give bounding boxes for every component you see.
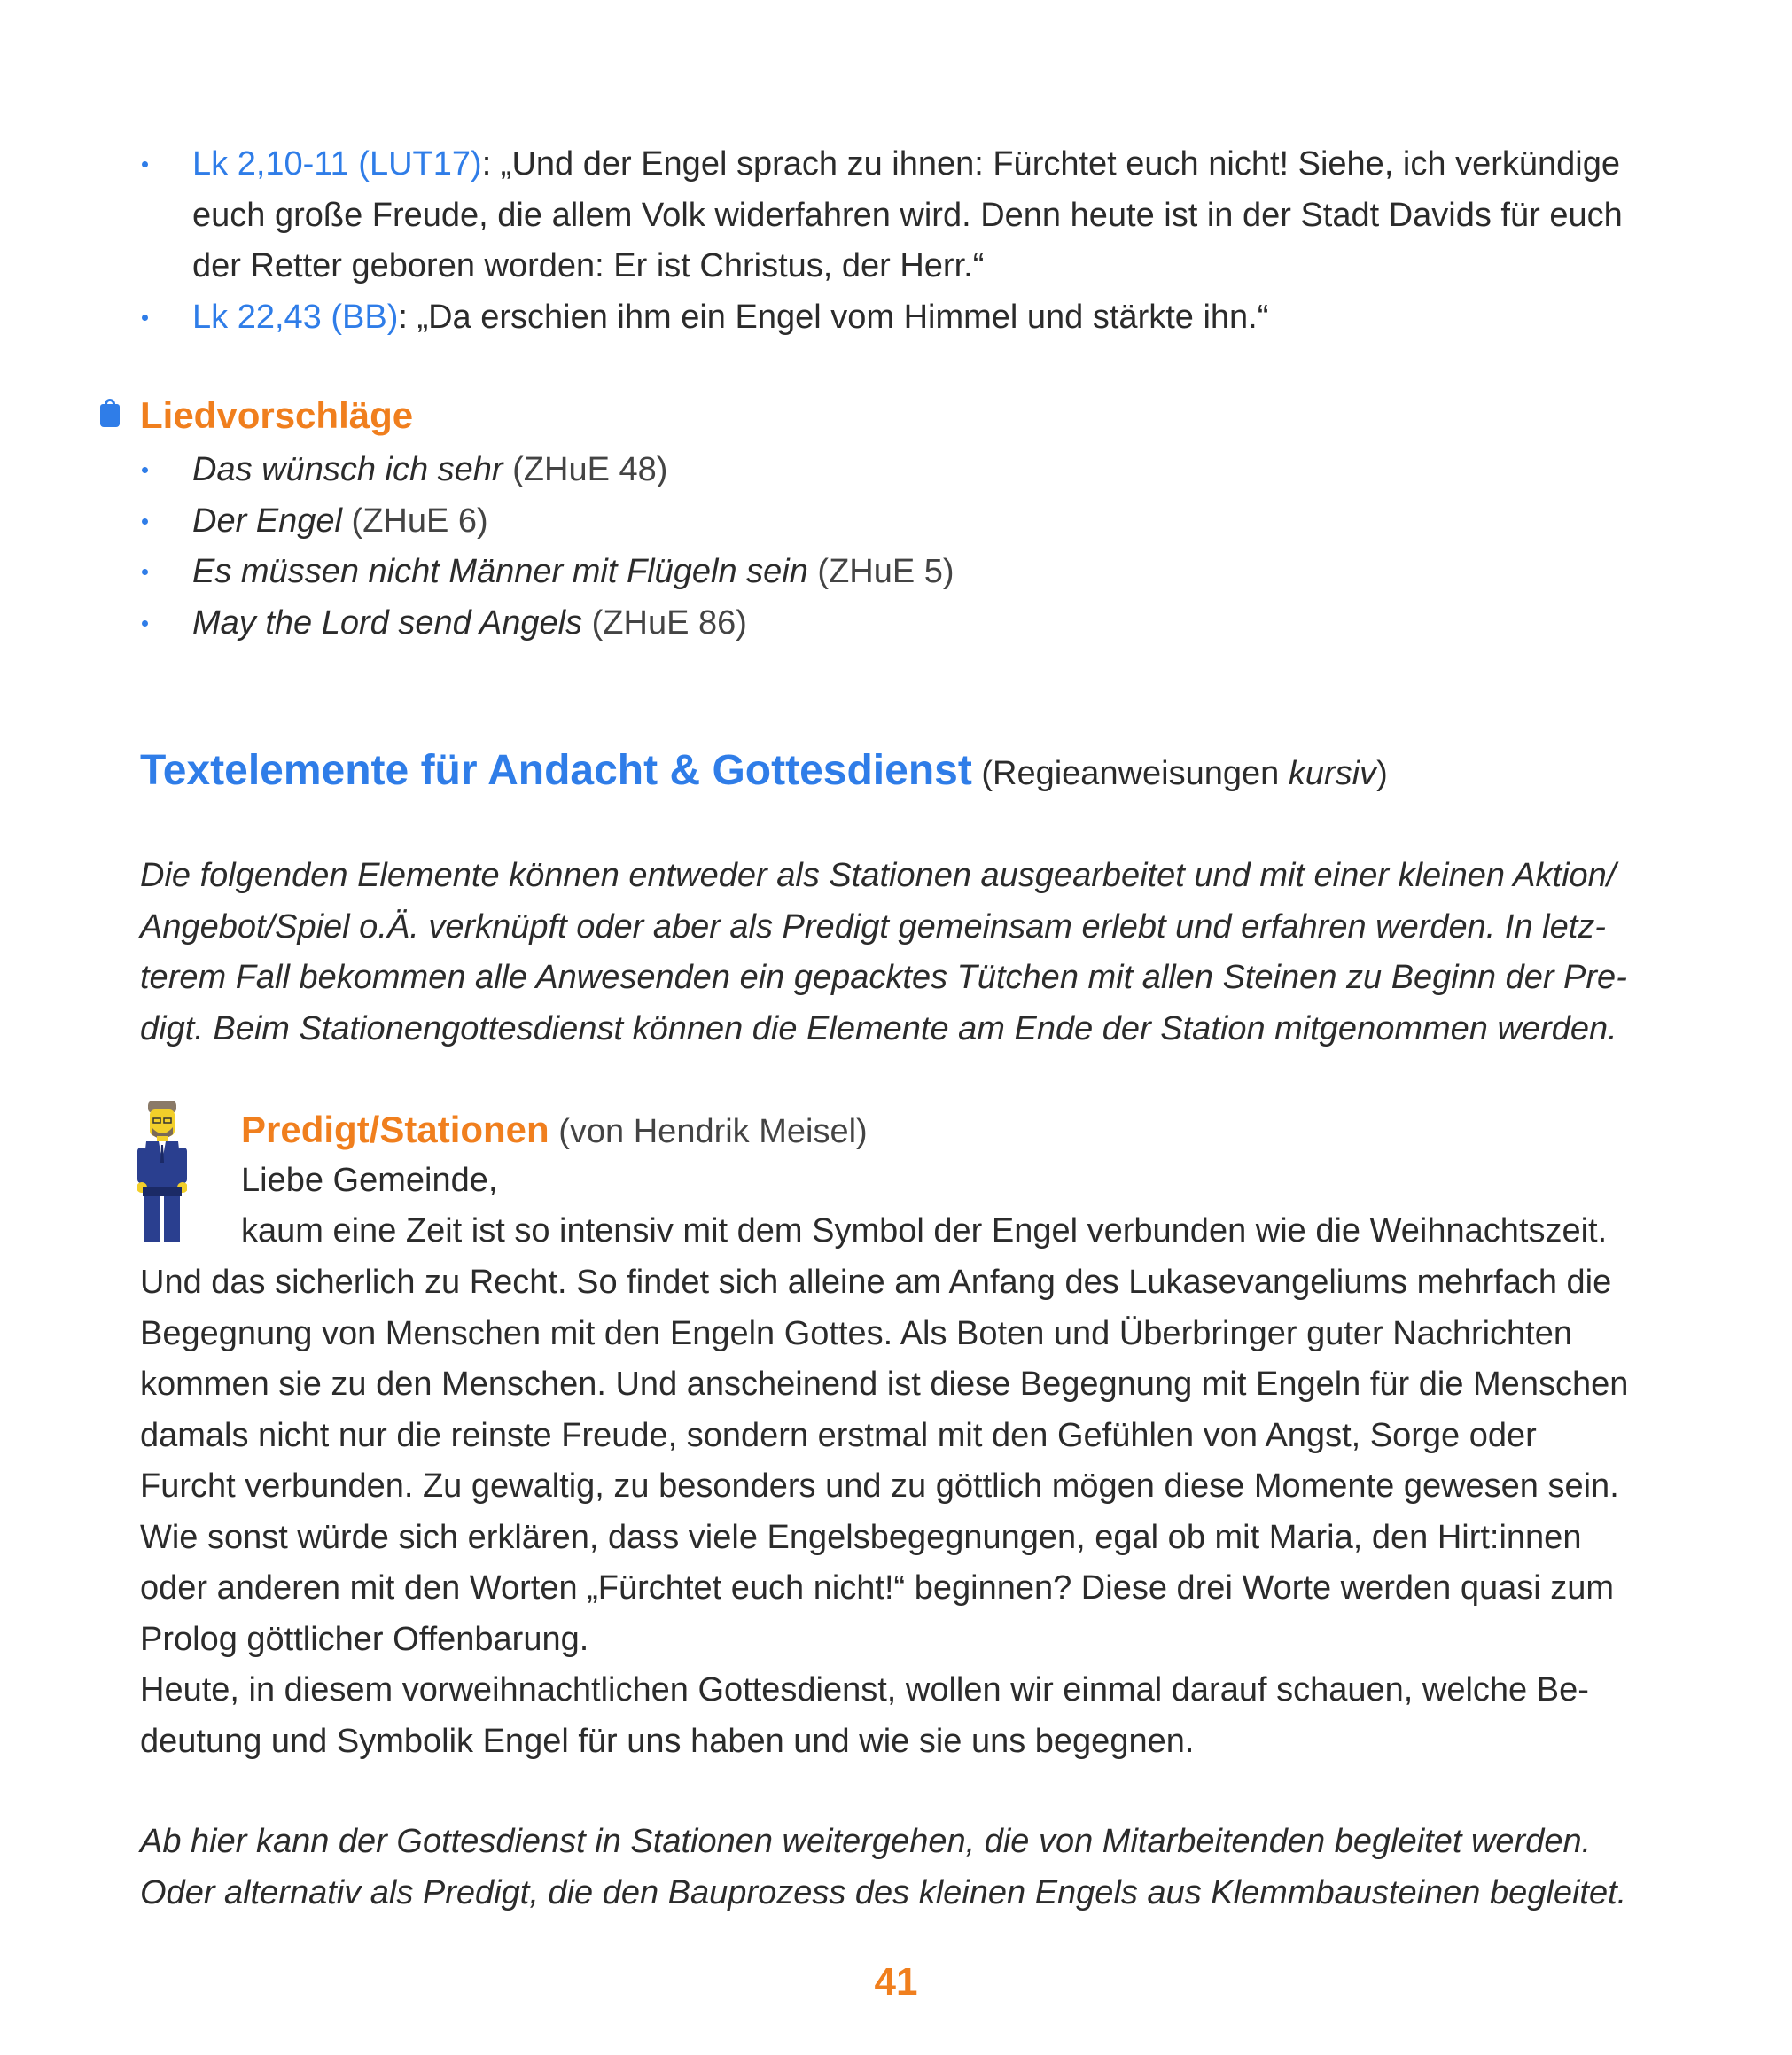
songs-heading-label: Liedvorschläge — [140, 394, 414, 436]
song-item — [142, 547, 954, 598]
sermon-line: oder anderen mit den Worten „Fürchtet euch nicht!“ beginnen? Diese drei Worte werden quasi zum — [140, 1569, 1615, 1607]
scripture-reference: Lk 2,10-11 (LUT17) — [192, 145, 482, 183]
scripture-list — [142, 139, 1666, 343]
song-source: (ZHuE 86) — [582, 603, 747, 642]
page-number: 41 — [874, 1960, 918, 2004]
sermon-title: Predigt/Stationen — [241, 1109, 549, 1150]
sermon-salutation: Liebe Gemeinde, — [241, 1162, 498, 1199]
bullet-icon — [142, 161, 148, 167]
sermon-author: (von Hendrik Meisel) — [549, 1113, 868, 1150]
sermon-body — [140, 1257, 1656, 1767]
scripture-text: : „Und der Engel sprach zu ihnen: Fürchtet euch nicht! Siehe, ich verkündige — [481, 145, 1620, 183]
bullet-icon — [142, 569, 148, 575]
bullet-icon — [142, 620, 148, 627]
scripture-text: : „Da erschien ihm ein Engel vom Himmel und stärkte ihn.“ — [398, 298, 1269, 336]
scripture-item — [142, 139, 1666, 292]
intro-line: digt. Beim Stationengottesdienst können die Elemente am Ende der Station mitgenommen werden. — [140, 1009, 1617, 1047]
outro-paragraph — [140, 1817, 1656, 1919]
outro-line: Ab hier kann der Gottesdienst in Stationen weitergehen, die von Mitarbeitenden begleitet werden. — [140, 1823, 1592, 1860]
section-note-italic: kursiv — [1288, 755, 1377, 792]
songs-heading — [100, 390, 413, 441]
section-heading: Textelemente für Andacht & Gottesdienst — [140, 747, 972, 794]
sermon-line: Furcht verbunden. Zu gewaltig, zu besonders und zu göttlich mögen diese Momente gewesen sein. — [140, 1467, 1619, 1505]
intro-line: terem Fall bekommen alle Anwesenden ein gepacktes Tütchen mit allen Steinen zu Beginn der Pre- — [140, 959, 1627, 996]
sermon-line: kommen sie zu den Menschen. Und anscheinend ist diese Begegnung mit Engeln für die Menschen — [140, 1366, 1629, 1403]
sermon-line: deutung und Symbolik Engel für uns haben und wie sie uns begegnen. — [140, 1722, 1195, 1760]
section-title — [140, 744, 1388, 800]
bag-icon — [100, 404, 120, 427]
section-note-end: ) — [1376, 755, 1388, 792]
sermon-line: Und das sicherlich zu Recht. So findet sich alleine am Anfang des Lukasevangeliums mehrfach die — [140, 1264, 1612, 1301]
minifigure-illustration — [137, 1099, 187, 1245]
sermon-heading — [241, 1104, 868, 1157]
song-source: (ZHuE 6) — [341, 502, 488, 540]
song-item — [142, 598, 954, 650]
intro-paragraph — [140, 851, 1656, 1055]
song-source: (ZHuE 48) — [503, 451, 668, 488]
scripture-item — [142, 292, 1666, 344]
section-note — [972, 755, 1388, 792]
scripture-reference: Lk 22,43 (BB) — [192, 298, 399, 336]
bullet-icon — [142, 518, 148, 525]
intro-line: Die folgenden Elemente können entweder als Stationen ausgearbeitet und mit einer kleinen Aktion/ — [140, 857, 1617, 894]
song-item — [142, 496, 954, 548]
sermon-line: Begegnung von Menschen mit den Engeln Gottes. Als Boten und Überbringer guter Nachrichten — [140, 1314, 1573, 1352]
songs-list — [142, 445, 954, 649]
sermon-line: Wie sonst würde sich erklären, dass viele Engelsbegegnungen, egal ob mit Maria, den Hirt:innen — [140, 1518, 1582, 1556]
song-title: Es müssen nicht Männer mit Flügeln sein — [192, 553, 808, 590]
song-title: May the Lord send Angels — [192, 603, 583, 642]
song-title: Das wünsch ich sehr — [192, 451, 503, 488]
song-source: (ZHuE 5) — [807, 553, 954, 590]
intro-line: Angebot/Spiel o.Ä. verknüpft oder aber als Predigt gemeinsam erlebt und erfahren werden. In letz- — [140, 907, 1606, 946]
song-item — [142, 445, 954, 496]
scripture-text: euch große Freude, die allem Volk widerfahren wird. Denn heute ist in der Stadt Davids für euch — [192, 196, 1623, 234]
scripture-text: der Retter geboren worden: Er ist Christus, der Herr.“ — [192, 247, 985, 284]
bullet-icon — [142, 315, 148, 321]
outro-line: Oder alternativ als Predigt, die den Bauprozess des kleinen Engels aus Klemmbausteinen begleitet. — [140, 1873, 1627, 1911]
sermon-line: Prolog göttlicher Offenbarung. — [140, 1620, 589, 1658]
bullet-icon — [142, 467, 148, 473]
sermon-first-line: kaum eine Zeit ist so intensiv mit dem Symbol der Engel verbunden wie die Weihnachtszeit. — [241, 1212, 1608, 1249]
song-title: Der Engel — [192, 502, 342, 540]
section-note-text: (Regieanweisungen — [971, 755, 1289, 792]
sermon-line: damals nicht nur die reinste Freude, sondern erstmal mit den Gefühlen von Angst, Sorge oder — [140, 1416, 1537, 1454]
sermon-line: Heute, in diesem vorweihnachtlichen Gottesdienst, wollen wir einmal darauf schauen, welche Be- — [140, 1671, 1589, 1709]
